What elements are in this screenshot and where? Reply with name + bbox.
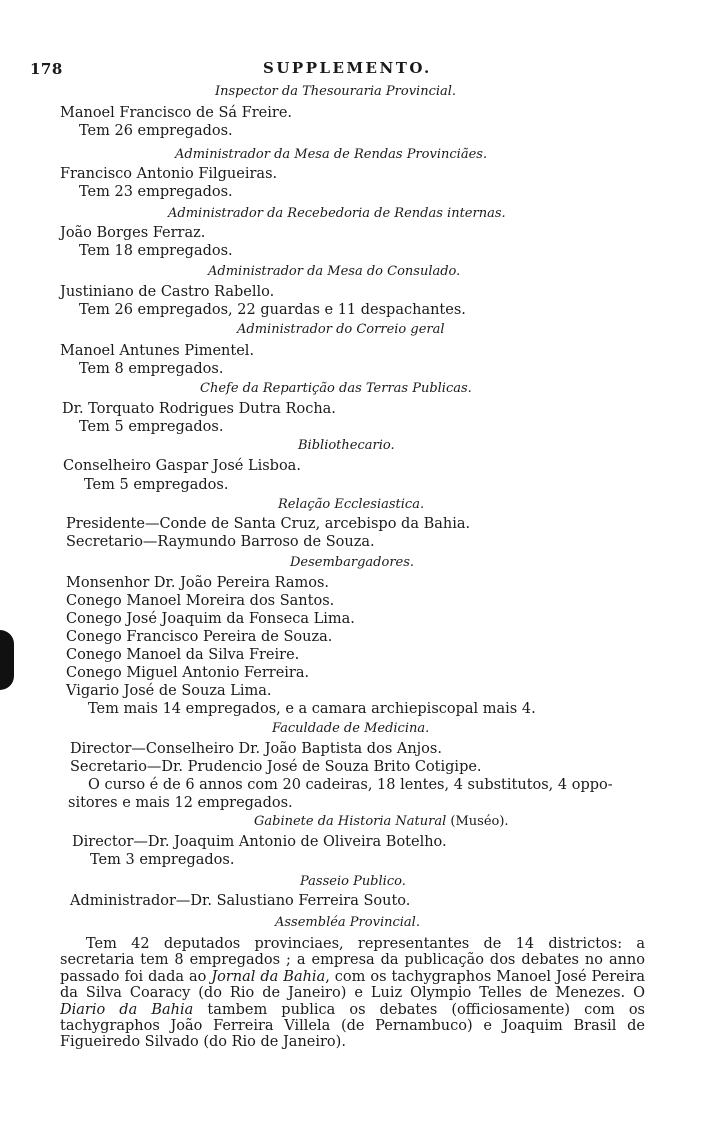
paragraph-text: tambem publica os debates (officiosamente) com os tachygraphos João Ferreira Villela (de Pernambuco) e Joaquim Brasil de Figueiredo Silvado (do Rio de Janeiro). <box>60 1001 645 1051</box>
section-heading: Passeio Publico. <box>300 874 406 889</box>
paragraph-text: , com os tachygraphos Manoel José Pereira da Silva Coaracy (do Rio de Janeiro) e Luiz Olympio Telles de Menezes. O <box>60 968 645 1002</box>
entry-name: Dr. Torquato Rodrigues Dutra Rocha. <box>62 401 336 417</box>
entry-name: Conego Manoel Moreira dos Santos. <box>66 593 335 609</box>
entry-name: Conego Francisco Pereira de Souza. <box>66 629 333 645</box>
section-heading: Inspector da Thesouraria Provincial. <box>215 84 457 99</box>
entry-name: Conego José Joaquim da Fonseca Lima. <box>66 611 355 627</box>
page-number: 178 <box>30 60 63 78</box>
entry-detail: Tem 26 empregados, 22 guardas e 11 despachantes. <box>79 302 466 318</box>
newspaper-title: Jornal da Bahia <box>211 968 326 985</box>
newspaper-title: Diario da Bahia <box>60 1001 194 1018</box>
entry-detail: Tem 8 empregados. <box>79 361 224 377</box>
entry-detail: Tem mais 14 empregados, e a camara archiepiscopal mais 4. <box>88 701 536 717</box>
entry-name: Director—Conselheiro Dr. João Baptista dos Anjos. <box>70 741 442 757</box>
entry-name: Secretario—Dr. Prudencio José de Souza Brito Cotigipe. <box>70 759 482 775</box>
entry-name: Francisco Antonio Filgueiras. <box>60 166 278 182</box>
entry-detail: Tem 26 empregados. <box>79 123 233 139</box>
entry-name: Secretario—Raymundo Barroso de Souza. <box>66 534 375 550</box>
entry-name: Conego Miguel Antonio Ferreira. <box>66 665 310 681</box>
section-heading: Administrador da Mesa de Rendas Provinciães. <box>175 147 488 162</box>
entry-name: João Borges Ferraz. <box>60 225 206 241</box>
entry-name: Justiniano de Castro Rabello. <box>60 284 275 300</box>
page-title: SUPPLEMENTO. <box>263 59 432 77</box>
section-heading-italic: Gabinete da Historia Natural <box>254 814 447 829</box>
entry-detail: Tem 18 empregados. <box>79 243 233 259</box>
section-heading: Relação Ecclesiastica. <box>278 497 425 512</box>
section-heading: Desembargadores. <box>290 555 415 570</box>
section-heading: Chefe da Repartição das Terras Publicas. <box>200 381 472 396</box>
entry-detail: Tem 23 empregados. <box>79 184 233 200</box>
entry-name: Director—Dr. Joaquim Antonio de Oliveira Botelho. <box>72 834 447 850</box>
section-heading: Bibliothecario. <box>298 438 395 453</box>
paragraph-text: Tem 42 deputados provinciaes, representantes de 14 districtos: a secretaria tem 8 empregados ; a empresa da publicação dos debates no anno passado foi dada ao <box>60 936 645 985</box>
entry-name: Presidente—Conde de Santa Cruz, arcebispo da Bahia. <box>66 516 471 532</box>
entry-detail: O curso é de 6 annos com 20 cadeiras, 18 lentes, 4 substitutos, 4 oppo- <box>88 777 613 793</box>
entry-name: Vigario José de Souza Lima. <box>66 683 272 699</box>
section-heading: Administrador do Correio geral <box>237 322 445 337</box>
entry-name: Manoel Antunes Pimentel. <box>60 343 255 359</box>
entry-detail: Tem 5 empregados. <box>79 419 224 435</box>
entry-name: Manoel Francisco de Sá Freire. <box>60 105 293 121</box>
entry-detail: sitores e mais 12 empregados. <box>68 795 293 811</box>
entry-name: Monsenhor Dr. João Pereira Ramos. <box>66 575 330 591</box>
assembly-paragraph <box>60 936 645 1051</box>
section-heading: Administrador da Recebedoria de Rendas internas. <box>168 206 506 221</box>
section-heading-suffix: (Muséo). <box>446 814 509 829</box>
entry-detail: Tem 5 empregados. <box>84 477 229 493</box>
section-heading: Faculdade de Medicina. <box>272 721 430 736</box>
entry-name: Conselheiro Gaspar José Lisboa. <box>63 458 301 474</box>
entry-name: Administrador—Dr. Salustiano Ferreira Souto. <box>70 893 411 909</box>
binding-mark <box>0 630 14 690</box>
section-heading: Assembléa Provincial. <box>275 915 420 930</box>
section-heading <box>254 813 509 831</box>
entry-name: Conego Manoel da Silva Freire. <box>66 647 300 663</box>
section-heading: Administrador da Mesa do Consulado. <box>208 264 461 279</box>
entry-detail: Tem 3 empregados. <box>90 852 235 868</box>
